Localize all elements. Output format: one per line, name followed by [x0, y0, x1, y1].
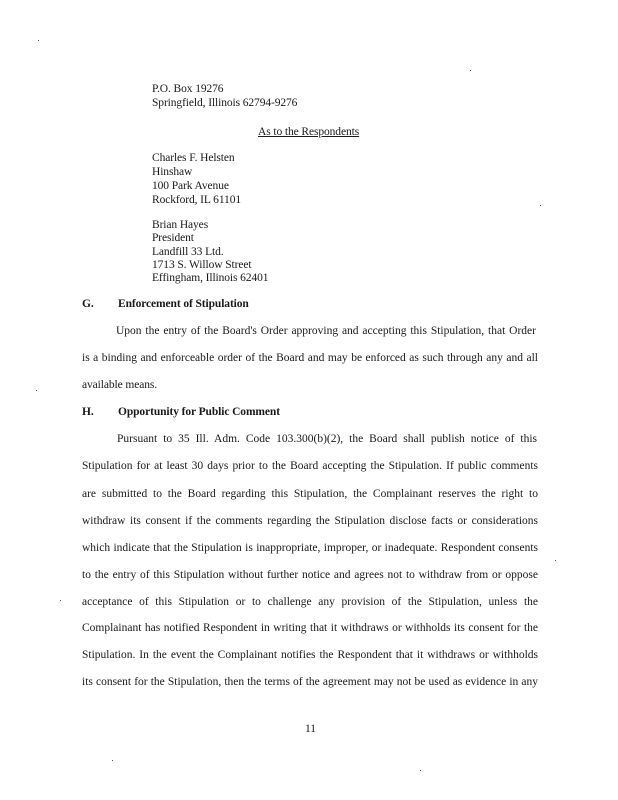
section-h-line-4: withdraw its consent if the comments regarding the Stipulation disclose facts or considerations: [82, 515, 538, 527]
section-g-title: Enforcement of Stipulation: [118, 298, 249, 310]
section-g-line-2: is a binding and enforceable order of the Board and may be enforced as such through any and all: [82, 352, 538, 364]
address-2-name: Charles F. Helsten: [152, 152, 235, 164]
section-h-title: Opportunity for Public Comment: [118, 406, 280, 418]
section-h-line-3: are submitted to the Board regarding this Stipulation, the Complainant reserves the right to: [82, 488, 538, 500]
scan-speck: [555, 560, 556, 561]
section-h-line-9: Stipulation. In the event the Complainant notifies the Respondent that it withdraws or withholds: [82, 649, 538, 661]
address-2-firm: Hinshaw: [152, 166, 193, 178]
address-1-line-2: Springfield, Illinois 62794-9276: [152, 97, 298, 109]
scan-speck: [112, 760, 113, 761]
section-h-line-7: acceptance of this Stipulation or to challenge any provision of the Stipulation, unless the: [82, 596, 538, 608]
section-g-letter: G.: [82, 298, 94, 310]
section-h-line-8: Complainant has notified Respondent in writing that it withdraws or withholds its consent for the: [82, 622, 538, 634]
address-2-street: 100 Park Avenue: [152, 180, 229, 192]
section-h-line-2: Stipulation for at least 30 days prior to the Board accepting the Stipulation. If public comments: [82, 460, 538, 472]
address-1-line-1: P.O. Box 19276: [152, 83, 224, 95]
address-3-name: Brian Hayes: [152, 219, 209, 231]
scan-speck: [470, 70, 471, 71]
address-3-title: President: [152, 232, 194, 244]
section-h-line-5: which indicate that the Stipulation is inappropriate, improper, or inadequate. Respondent consents: [82, 542, 538, 554]
address-3-street: 1713 S. Willow Street: [152, 259, 252, 271]
section-h-line-10: its consent for the Stipulation, then the terms of the agreement may not be used as evidence in any: [82, 676, 538, 688]
scan-speck: [540, 205, 541, 206]
section-g-line-1: Upon the entry of the Board's Order approving and accepting this Stipulation, that Order: [116, 325, 536, 337]
address-3-city: Effingham, Illinois 62401: [152, 272, 269, 284]
address-3-company: Landfill 33 Ltd.: [152, 246, 224, 258]
scan-speck: [60, 600, 61, 601]
scan-speck: [420, 770, 421, 771]
section-h-line-1: Pursuant to 35 Ill. Adm. Code 103.300(b)(2), the Board shall publish notice of this: [117, 433, 537, 445]
page-number: 11: [305, 723, 316, 735]
section-g-line-3: available means.: [82, 379, 158, 391]
scan-speck: [36, 390, 37, 391]
section-h-letter: H.: [82, 406, 94, 418]
address-2-city: Rockford, IL 61101: [152, 194, 242, 206]
section-h-line-6: to the entry of this Stipulation without further notice and agrees not to withdraw from or oppose: [82, 569, 538, 581]
scan-speck: [38, 40, 39, 41]
respondents-heading: As to the Respondents: [258, 126, 360, 138]
